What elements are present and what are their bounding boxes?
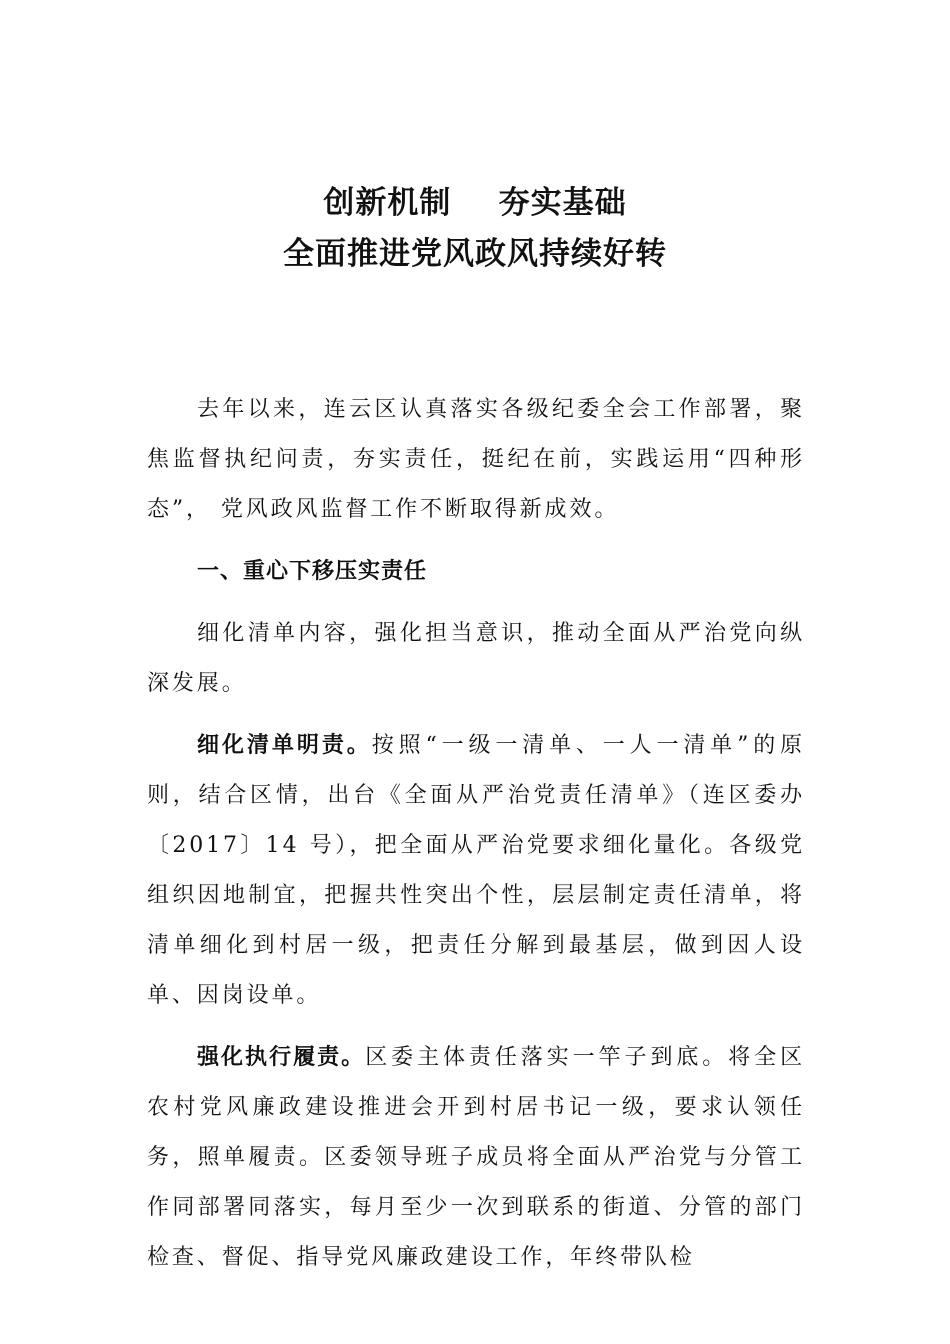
item-1-paragraph — [147, 721, 805, 1021]
section-1-summary: 细化清单内容，强化担当意识，推动全面从严治党向纵深发展。 — [147, 621, 805, 696]
document-title-line-1: 创新机制 夯实基础 — [323, 185, 627, 221]
section-1-heading: 一、重心下移压实责任 — [197, 559, 428, 584]
item-2-paragraph — [147, 1033, 805, 1283]
document-title-line-2: 全面推进党风政风持续好转 — [283, 236, 667, 272]
intro-paragraph: 去年以来，连云区认真落实各级纪委全会工作部署，聚焦监督执纪问责，夯实责任，挺纪在前，实践运用“四种形态”， 党风政风监督工作不断取得新成效。 — [147, 397, 805, 522]
item-2-lead: 强化执行履责。 — [197, 1045, 366, 1070]
document-body — [147, 385, 805, 1283]
item-1-text: 按照“一级一清单、一人一清单”的原则，结合区情，出台《全面从严治党责任清单》（连区委办〔2017〕14 号），把全面从严治党要求细化量化。各级党组织因地制宜，把握共性突出个性，层层制定责任清单，将清单细化到村居一级，把责任分解到最基层，做到因人设单、因岗设单。 — [147, 733, 805, 1008]
item-1-lead: 细化清单明责。 — [197, 733, 372, 758]
item-2-text: 区委主体责任落实一竿子到底。将全区农村党风廉政建设推进会开到村居书记一级，要求认领任务，照单履责。区委领导班子成员将全面从严治党与分管工作同部署同落实，每月至少一次到联系的街道、分管的部门检查、督促、指导党风廉政建设工作，年终带队检 — [147, 1045, 805, 1270]
